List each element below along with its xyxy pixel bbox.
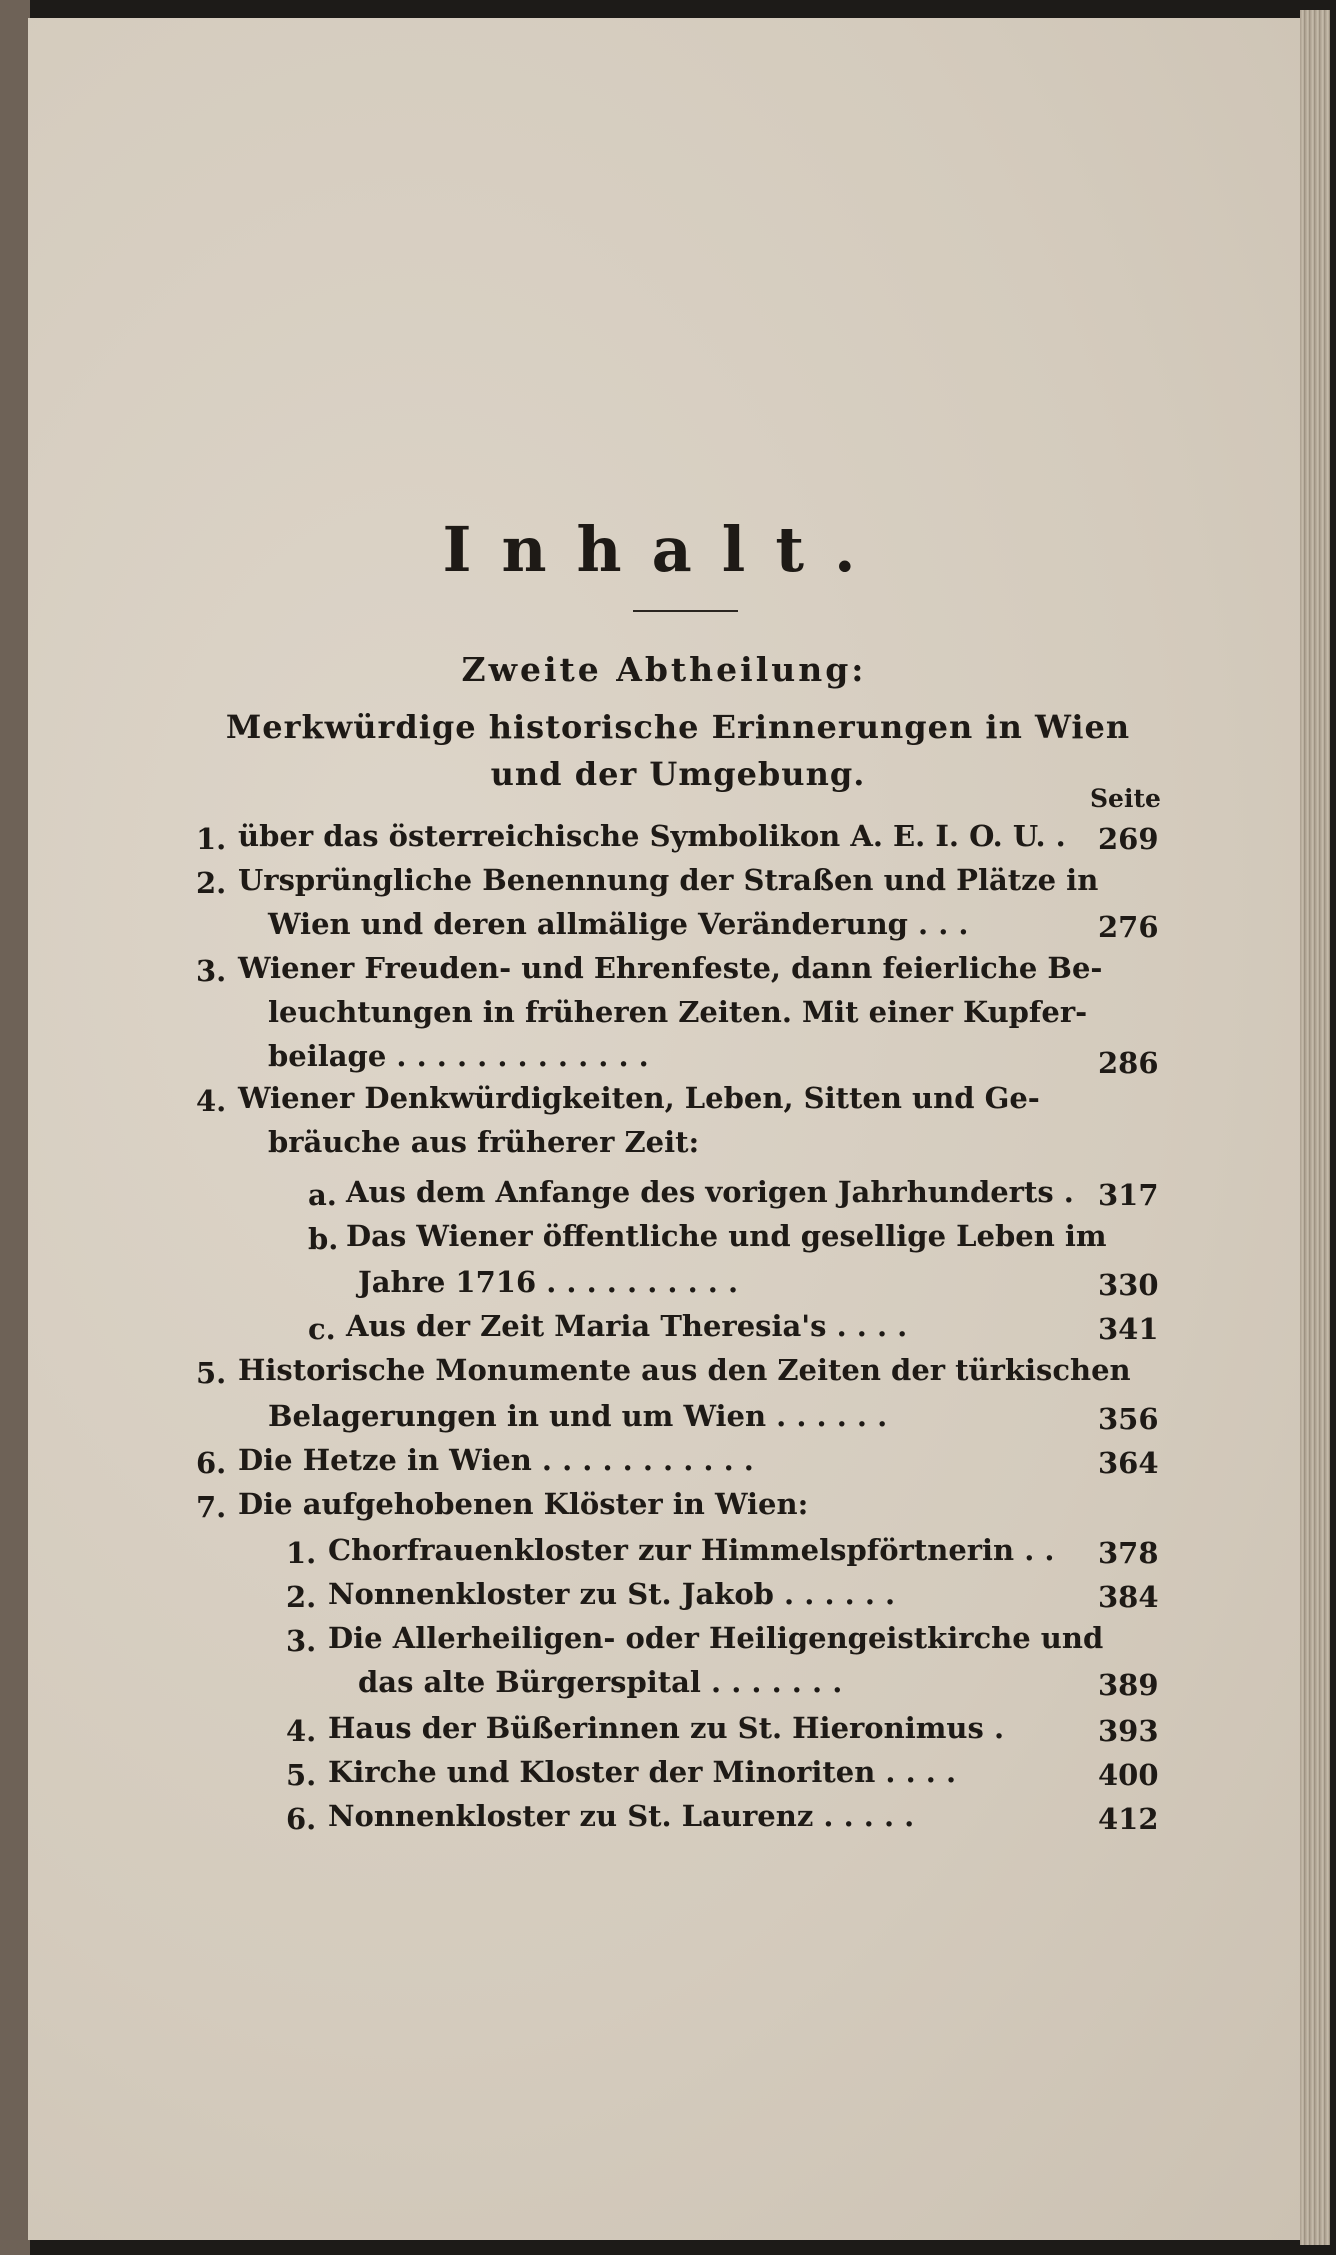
toc-entry-text: Ursprüngliche Benennung der Straßen und Plätze in bbox=[238, 863, 1099, 897]
toc-number: a. bbox=[308, 1178, 337, 1212]
toc-number: 3. bbox=[196, 954, 227, 988]
page-edge bbox=[1300, 10, 1330, 2245]
toc-entry-text: leuchtungen in früheren Zeiten. Mit einer Kupfer- bbox=[268, 995, 1088, 1029]
toc-number: 2. bbox=[196, 866, 227, 900]
toc-page-number: 412 bbox=[1098, 1802, 1159, 1836]
toc-page-number: 286 bbox=[1098, 1046, 1159, 1080]
toc-entry-text: Wien und deren allmälige Veränderung . . . bbox=[268, 907, 969, 941]
toc-number: 4. bbox=[286, 1714, 317, 1748]
toc-page-number: 364 bbox=[1098, 1446, 1159, 1480]
toc-number: 1. bbox=[196, 822, 227, 856]
toc-entry-text: Jahre 1716 . . . . . . . . . . bbox=[358, 1265, 739, 1299]
toc-entry-text: Aus dem Anfange des vorigen Jahrhunderts . bbox=[346, 1175, 1074, 1209]
toc-entry-text: Die Hetze in Wien . . . . . . . . . . . bbox=[238, 1443, 754, 1477]
toc-number: 6. bbox=[286, 1802, 317, 1836]
toc-page-number: 378 bbox=[1098, 1536, 1159, 1570]
toc-number: 5. bbox=[286, 1758, 317, 1792]
toc-page-number: 400 bbox=[1098, 1758, 1159, 1792]
toc-entry-text: beilage . . . . . . . . . . . . . bbox=[268, 1039, 649, 1073]
section-subtitle-line-2: und der Umgebung. bbox=[490, 755, 866, 793]
toc-number: 5. bbox=[196, 1356, 227, 1390]
toc-number: 2. bbox=[286, 1580, 317, 1614]
toc-page-number: 356 bbox=[1098, 1402, 1159, 1436]
toc-page-number: 389 bbox=[1098, 1668, 1159, 1702]
toc-entry-text: Haus der Büßerinnen zu St. Hieronimus . bbox=[328, 1711, 1005, 1745]
toc-page-number: 393 bbox=[1098, 1714, 1159, 1748]
toc-number: b. bbox=[308, 1222, 339, 1256]
toc-entry-text: Kirche und Kloster der Minoriten . . . . bbox=[328, 1755, 957, 1789]
page-title: Inhalt. bbox=[442, 513, 886, 586]
title-divider bbox=[633, 610, 738, 612]
toc-page-number: 269 bbox=[1098, 822, 1159, 856]
toc-entry-text: bräuche aus früherer Zeit: bbox=[268, 1125, 700, 1159]
toc-entry-text: Die Allerheiligen- oder Heiligengeistkirche und bbox=[328, 1621, 1104, 1655]
toc-number: 3. bbox=[286, 1624, 317, 1658]
toc-page-number: 384 bbox=[1098, 1580, 1159, 1614]
toc-number: 7. bbox=[196, 1490, 227, 1524]
toc-entry-text: Nonnenkloster zu St. Jakob . . . . . . bbox=[328, 1577, 896, 1611]
toc-entry-text: Historische Monumente aus den Zeiten der türkischen bbox=[238, 1353, 1131, 1387]
toc-entry-text: Wiener Denkwürdigkeiten, Leben, Sitten und Ge- bbox=[238, 1081, 1040, 1115]
toc-entry-text: Nonnenkloster zu St. Laurenz . . . . . bbox=[328, 1799, 915, 1833]
toc-entry-text: Aus der Zeit Maria Theresia's . . . . bbox=[346, 1309, 908, 1343]
toc-entry-text: Chorfrauenkloster zur Himmelspförtnerin . . bbox=[328, 1533, 1055, 1567]
toc-page-number: 317 bbox=[1098, 1178, 1159, 1212]
toc-entry-text: Das Wiener öffentliche und gesellige Leben im bbox=[346, 1219, 1107, 1253]
toc-entry-text: das alte Bürgerspital . . . . . . . bbox=[358, 1665, 843, 1699]
toc-entry-text: Belagerungen in und um Wien . . . . . . bbox=[268, 1399, 888, 1433]
toc-page-number: 341 bbox=[1098, 1312, 1159, 1346]
toc-number: 1. bbox=[286, 1536, 317, 1570]
toc-entry-text: Die aufgehobenen Klöster in Wien: bbox=[238, 1487, 809, 1521]
toc-entry-text: über das österreichische Symbolikon A. E. I. O. U. . bbox=[238, 819, 1066, 853]
book-page bbox=[28, 18, 1306, 2240]
toc-number: 6. bbox=[196, 1446, 227, 1480]
toc-entry-text: Wiener Freuden- und Ehrenfeste, dann feierliche Be- bbox=[238, 951, 1103, 985]
toc-page-number: 276 bbox=[1098, 910, 1159, 944]
section-heading: Zweite Abtheilung: bbox=[461, 650, 867, 689]
book-spine bbox=[0, 0, 30, 2255]
page-column-label: Seite bbox=[1090, 784, 1161, 813]
section-subtitle-line-1: Merkwürdige historische Erinnerungen in Wien bbox=[225, 708, 1131, 746]
toc-number: c. bbox=[308, 1312, 336, 1346]
toc-page-number: 330 bbox=[1098, 1268, 1159, 1302]
toc-number: 4. bbox=[196, 1084, 227, 1118]
